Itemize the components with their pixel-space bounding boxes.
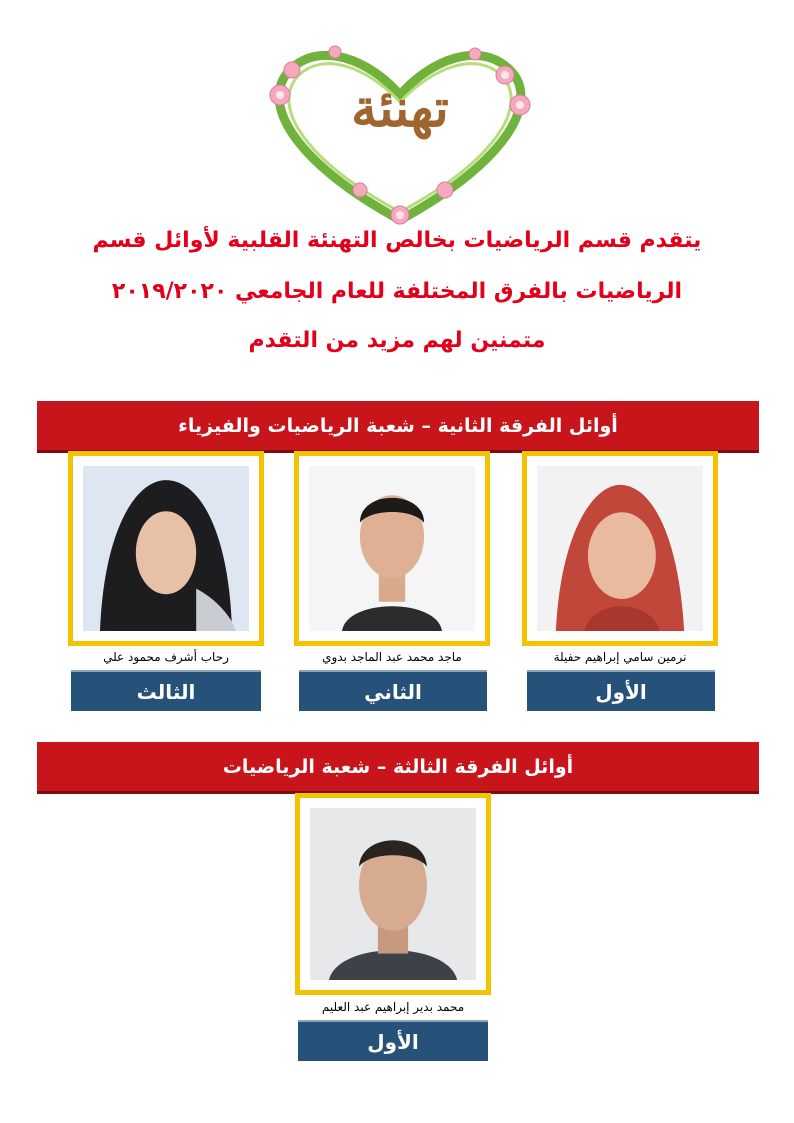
intro-line-2: الرياضيات بالفرق المختلفة للعام الجامعي ٢٠١٩/٢٠٢٠ — [111, 279, 683, 304]
student-photo — [310, 808, 476, 980]
student-photo-frame — [522, 451, 718, 646]
student-name: رحاب أشرف محمود علي — [103, 650, 229, 664]
student-name: ماجد محمد عبد الماجد بدوي — [322, 650, 462, 664]
student-name: محمد بدير إبراهيم عبد العليم — [321, 1000, 465, 1014]
student-name: نرمين سامي إبراهيم حفيلة — [553, 650, 687, 664]
rank-badge: الثالث — [71, 670, 261, 711]
student-photo-frame — [68, 451, 264, 646]
section-title-third-year: أوائل الفرقة الثالثة – شعبة الرياضيات — [37, 742, 759, 794]
header-title: تهنئة — [351, 78, 449, 139]
rank-badge: الأول — [527, 670, 715, 711]
intro-line-1: يتقدم قسم الرياضيات بخالص التهنئة القلبية لأوائل قسم — [92, 228, 702, 253]
section-title-second-year: أوائل الفرقة الثانية – شعبة الرياضيات والفيزياء — [37, 401, 759, 453]
rank-badge: الأول — [298, 1020, 488, 1061]
student-photo — [537, 466, 703, 631]
student-photo — [83, 466, 249, 631]
student-photo — [309, 466, 475, 631]
rank-badge: الثاني — [299, 670, 487, 711]
student-photo-frame — [295, 793, 491, 995]
student-photo-frame — [294, 451, 490, 646]
intro-line-3: متمنين لهم مزيد من التقدم — [248, 328, 546, 353]
